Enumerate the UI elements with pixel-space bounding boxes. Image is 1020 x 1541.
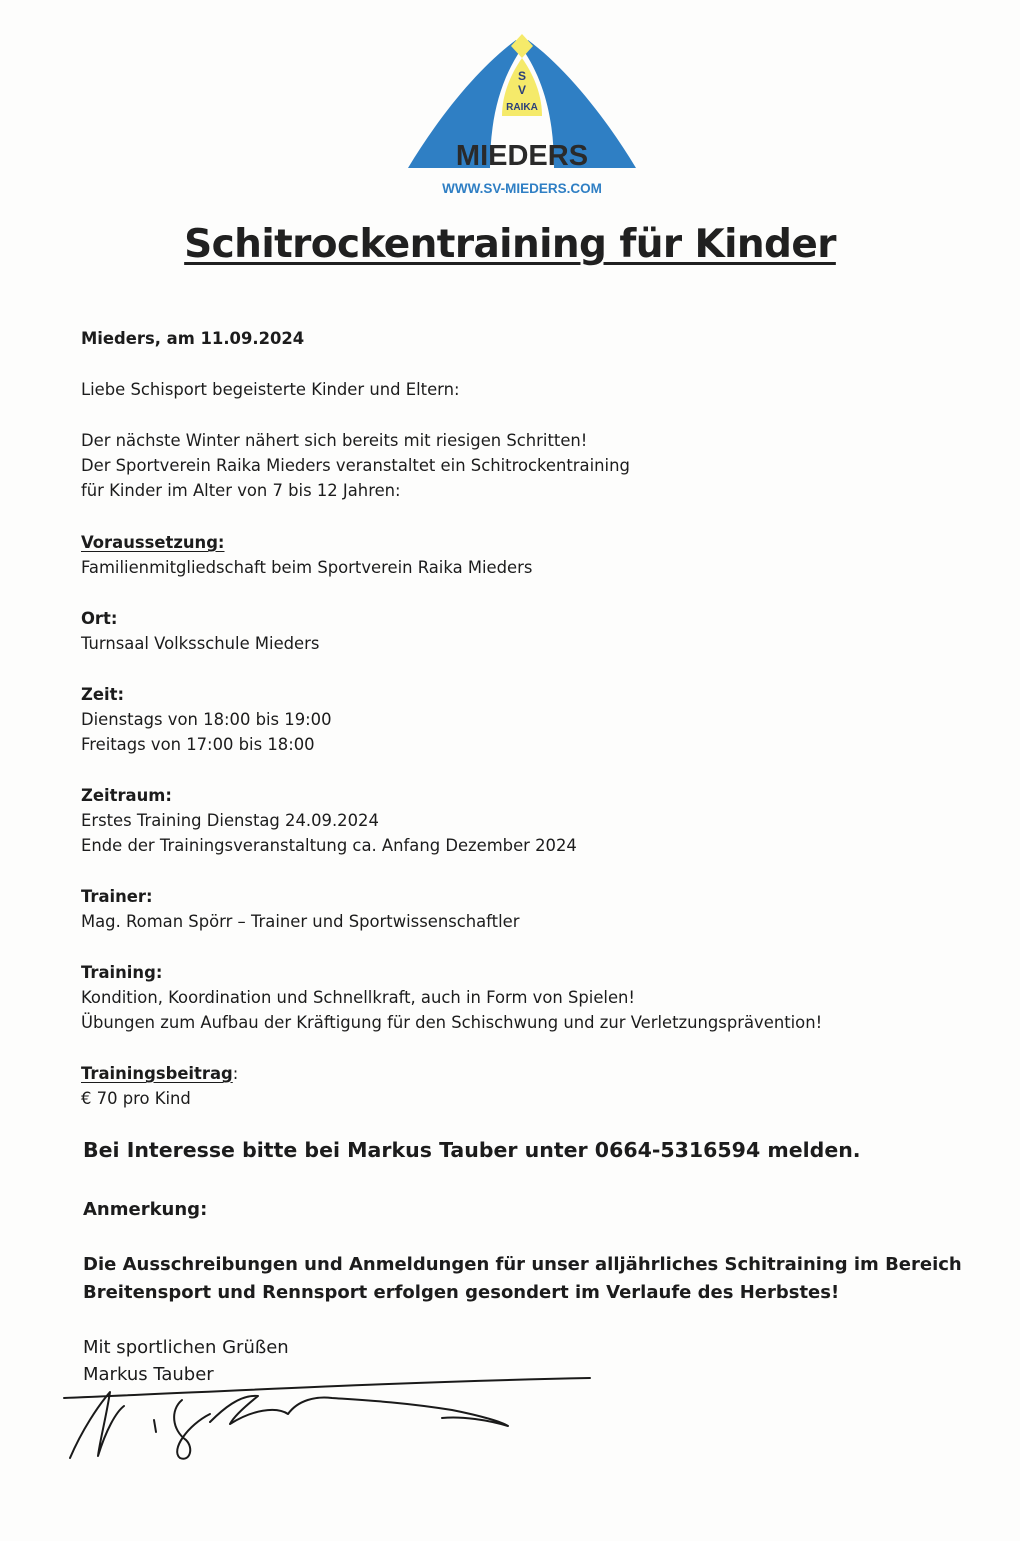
heading-beitrag-colon: : <box>232 1064 239 1083</box>
heading-zeit: Zeit: <box>81 685 125 704</box>
logo-letter-v: V <box>517 83 527 97</box>
heading-voraussetzung: Voraussetzung: <box>81 533 225 552</box>
text-zeit: Dienstags von 18:00 bis 19:00 <box>81 710 332 729</box>
heading-zeitraum: Zeitraum: <box>81 786 172 805</box>
heading-beitrag: Trainingsbeitrag <box>81 1064 233 1083</box>
text-trainer: Mag. Roman Spörr – Trainer und Sportwissenschaftler <box>81 912 520 931</box>
note-line: Die Ausschreibungen und Anmeldungen für unser alljährliches Schitraining im Bereich <box>83 1254 962 1275</box>
text-training: Kondition, Koordination und Schnellkraft, auch in Form von Spielen! <box>81 988 635 1007</box>
date-line: Mieders, am 11.09.2024 <box>81 329 305 348</box>
logo-letter-s: S <box>517 69 527 83</box>
text-beitrag: € 70 pro Kind <box>81 1089 191 1108</box>
club-logo-graphic <box>398 28 646 200</box>
heading-training: Training: <box>81 963 163 982</box>
text-zeitraum: Ende der Trainingsveranstaltung ca. Anfang Dezember 2024 <box>81 836 577 855</box>
handwritten-signature-icon <box>62 1370 602 1470</box>
logo-website: WWW.SV-MIEDERS.COM <box>442 181 602 196</box>
intro-line: für Kinder im Alter von 7 bis 12 Jahren: <box>81 481 401 500</box>
club-logo <box>398 28 646 200</box>
text-voraussetzung: Familienmitgliedschaft beim Sportverein Raika Mieders <box>81 558 533 577</box>
intro-line: Der nächste Winter nähert sich bereits mit riesigen Schritten! <box>81 431 588 450</box>
text-zeit: Freitags von 17:00 bis 18:00 <box>81 735 315 754</box>
greeting: Liebe Schisport begeisterte Kinder und Eltern: <box>81 380 460 399</box>
logo-club-name: MIEDERS <box>455 140 589 172</box>
heading-beitrag-line <box>81 1061 238 1086</box>
page-title <box>0 222 1020 267</box>
page-title-text: Schitrockentraining für Kinder <box>184 222 836 267</box>
closing: Mit sportlichen Grüßen <box>83 1337 289 1358</box>
note-line: Breitensport und Rennsport erfolgen gesondert im Verlaufe des Herbstes! <box>83 1282 840 1303</box>
heading-ort: Ort: <box>81 609 118 628</box>
intro-line: Der Sportverein Raika Mieders veranstaltet ein Schitrockentraining <box>81 456 630 475</box>
text-ort: Turnsaal Volksschule Mieders <box>81 634 320 653</box>
logo-sponsor: RAIKA <box>506 102 538 113</box>
signer-name: Markus Tauber <box>83 1364 214 1385</box>
heading-trainer: Trainer: <box>81 887 153 906</box>
contact-line: Bei Interesse bitte bei Markus Tauber unter 0664-5316594 melden. <box>83 1138 861 1162</box>
text-zeitraum: Erstes Training Dienstag 24.09.2024 <box>81 811 379 830</box>
text-training: Übungen zum Aufbau der Kräftigung für den Schischwung und zur Verletzungsprävention! <box>81 1013 823 1032</box>
note-heading: Anmerkung: <box>83 1199 208 1220</box>
